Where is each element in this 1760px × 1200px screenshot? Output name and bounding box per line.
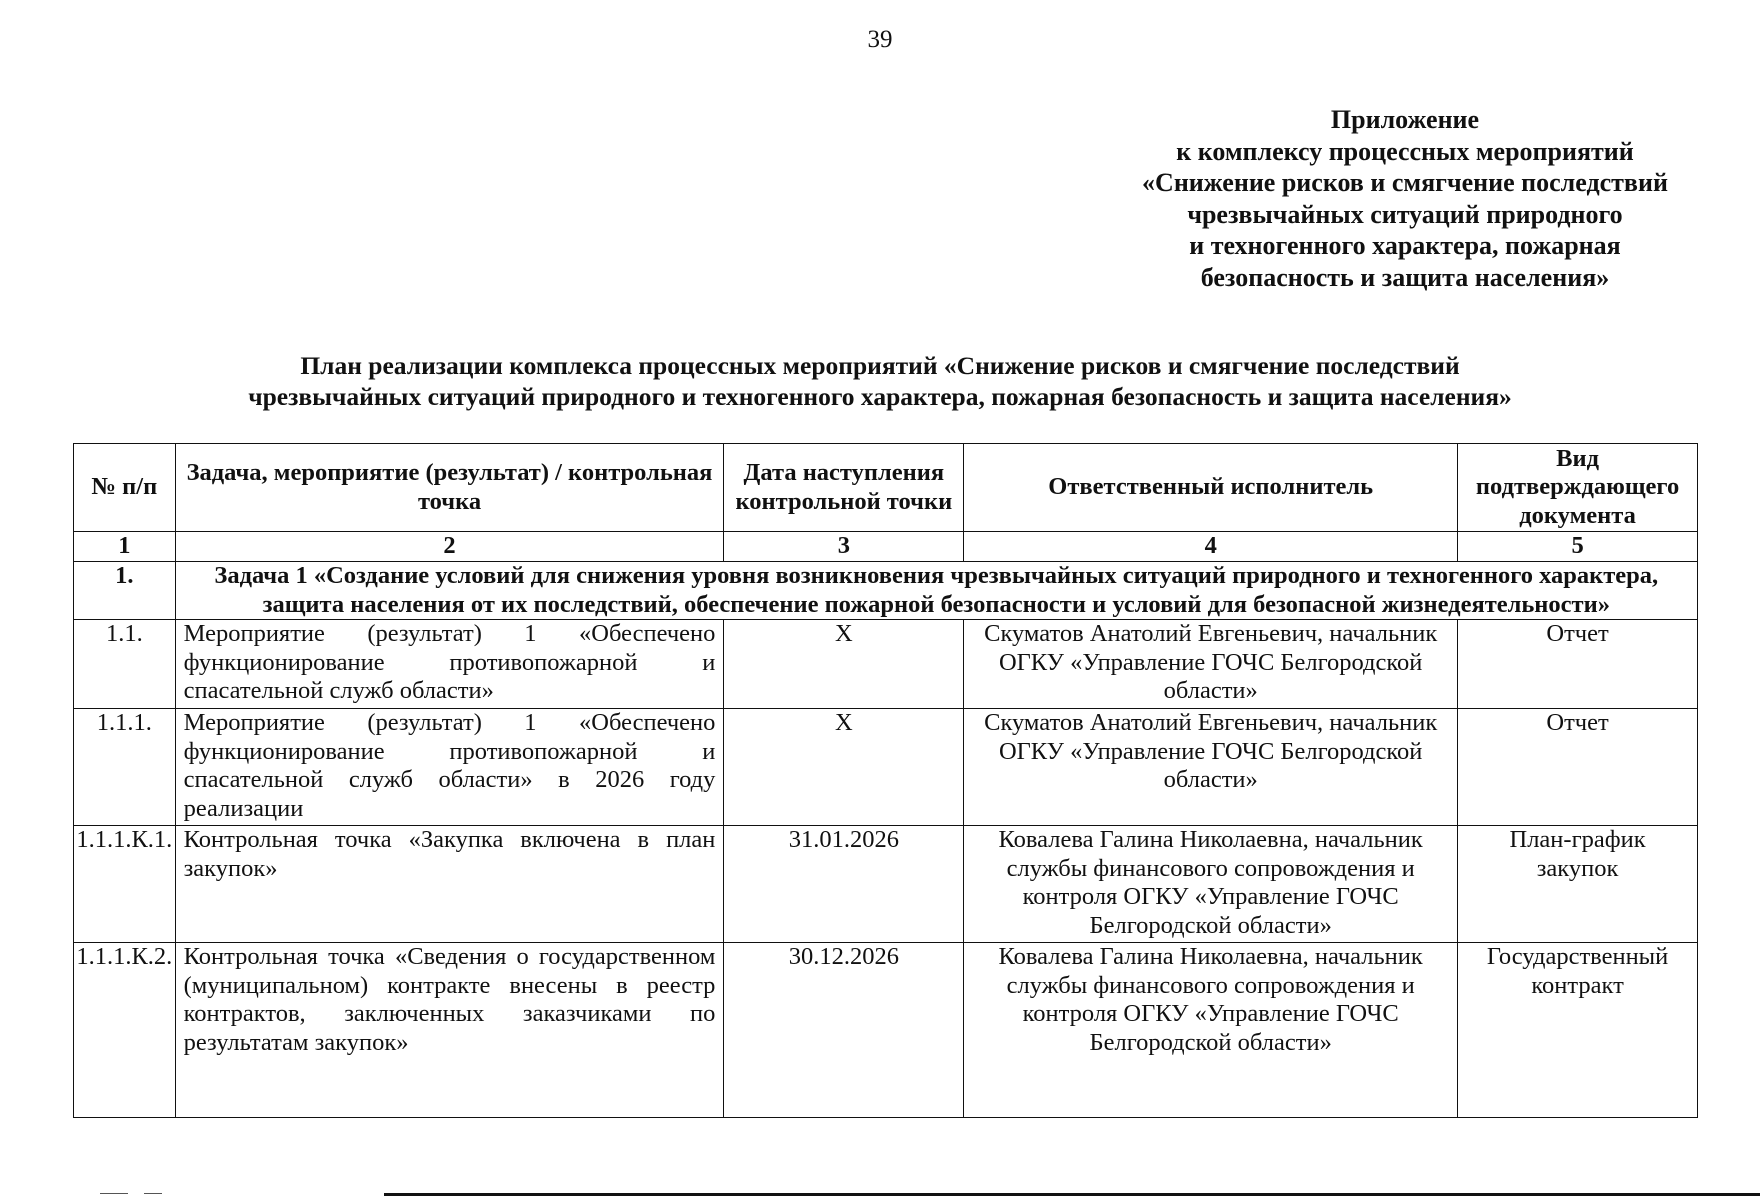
header-responsible: Ответственный исполнитель [964, 444, 1458, 532]
row-name: Контрольная точка «Сведения о государственном (муниципальном) контракте внесены в реестр контрактов, заключенных заказчиками по результатам закупок» [175, 943, 724, 1118]
row-name: Мероприятие (результат) 1 «Обеспечено функционирование противопожарной и спасательной служб области» в 2026 году реализации [175, 709, 724, 826]
column-number: 5 [1458, 532, 1698, 562]
footer-rule [384, 1193, 1760, 1196]
row-responsible: Скуматов Анатолий Евгеньевич, начальник ОГКУ «Управление ГОЧС Белгородской области» [964, 620, 1458, 709]
row-date: Х [724, 620, 964, 709]
column-number: 3 [724, 532, 964, 562]
column-number: 4 [964, 532, 1458, 562]
column-number: 1 [74, 532, 176, 562]
table-row [74, 620, 1698, 709]
task-row [74, 562, 1698, 620]
appendix-line: и техногенного характера, пожарная [1189, 231, 1621, 260]
row-date: 31.01.2026 [724, 826, 964, 943]
header-row [74, 444, 1698, 532]
appendix-header [1100, 104, 1710, 293]
row-number: 1.1.1.К.2. [74, 943, 176, 1118]
row-name: Мероприятие (результат) 1 «Обеспечено функционирование противопожарной и спасательной служб области» [175, 620, 724, 709]
header-task: Задача, мероприятие (результат) / контрольная точка [175, 444, 724, 532]
appendix-line: чрезвычайных ситуаций природного [1187, 199, 1623, 229]
header-num: № п/п [74, 444, 176, 532]
task-number: 1. [74, 562, 176, 620]
page-number: 39 [867, 26, 893, 53]
appendix-line: к комплексу процессных мероприятий [1176, 136, 1634, 166]
row-doc-type: План-график закупок [1458, 826, 1698, 943]
row-number: 1.1. [74, 620, 176, 709]
header-doc-type: Вид подтверждающего документа [1458, 444, 1698, 532]
row-number: 1.1.1.К.1. [74, 826, 176, 943]
plan-title [0, 350, 1760, 412]
column-number-row [74, 532, 1698, 562]
row-date: 30.12.2026 [724, 943, 964, 1118]
row-doc-type: Отчет [1458, 620, 1698, 709]
scan-artifact [100, 1193, 128, 1194]
plan-title-line: чрезвычайных ситуаций природного и техногенного характера, пожарная безопасность и защита населения» [248, 382, 1512, 411]
header-date: Дата наступления контрольной точки [724, 444, 964, 532]
row-responsible: Скуматов Анатолий Евгеньевич, начальник ОГКУ «Управление ГОЧС Белгородской области» [964, 709, 1458, 826]
task-text: Задача 1 «Создание условий для снижения уровня возникновения чрезвычайных ситуаций природного и техногенного характера, защита населения от их последствий, обеспечение пожарной безопасности и условий для безопасной жизнедеятельности» [175, 562, 1697, 620]
appendix-line: безопасность и защита населения» [1200, 262, 1610, 292]
table-row [74, 709, 1698, 826]
appendix-line: Приложение [1330, 105, 1480, 134]
plan-table [73, 443, 1698, 1118]
table-row [74, 826, 1698, 943]
row-responsible: Ковалева Галина Николаевна, начальник службы финансового сопровождения и контроля ОГКУ «Управление ГОЧС Белгородской области» [964, 826, 1458, 943]
plan-title-line: План реализации комплекса процессных мероприятий «Снижение рисков и смягчение последствий [300, 351, 1460, 380]
column-number: 2 [175, 532, 724, 562]
scan-artifact [144, 1193, 162, 1194]
row-date: Х [724, 709, 964, 826]
appendix-line: «Снижение рисков и смягчение последствий [1142, 168, 1668, 197]
row-responsible: Ковалева Галина Николаевна, начальник службы финансового сопровождения и контроля ОГКУ «Управление ГОЧС Белгородской области» [964, 943, 1458, 1118]
row-doc-type: Государственный контракт [1458, 943, 1698, 1118]
row-name: Контрольная точка «Закупка включена в план закупок» [175, 826, 724, 943]
row-doc-type: Отчет [1458, 709, 1698, 826]
row-number: 1.1.1. [74, 709, 176, 826]
table-row [74, 943, 1698, 1118]
